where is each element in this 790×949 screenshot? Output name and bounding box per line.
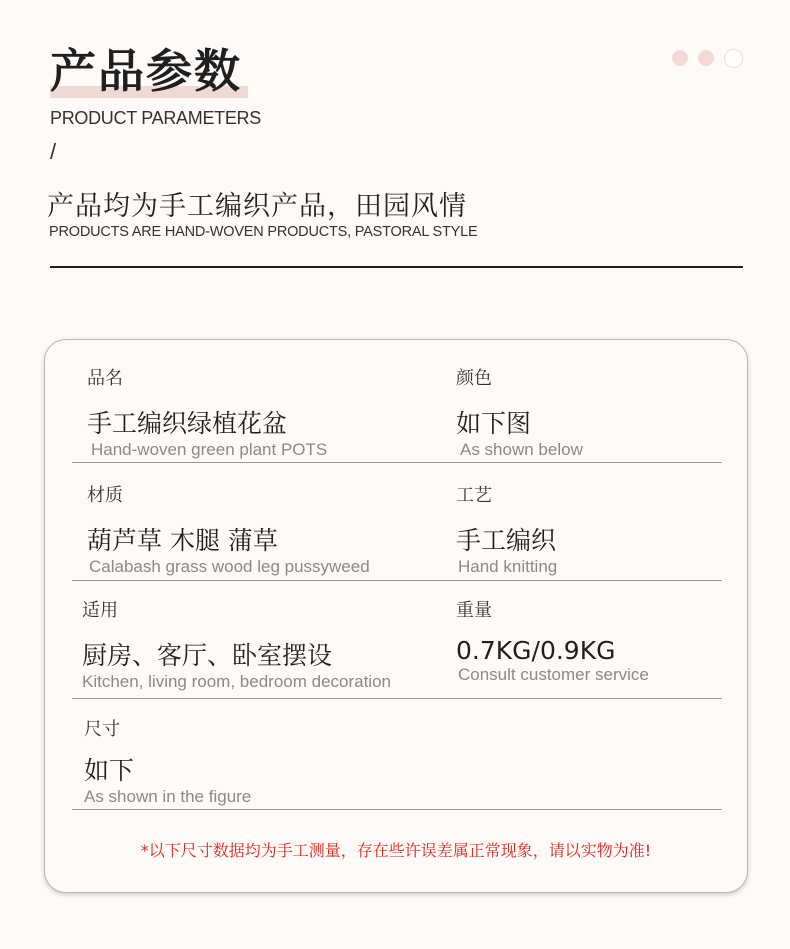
param-usage [82, 596, 391, 692]
param-weight [456, 596, 649, 685]
param-label: 尺寸 [84, 719, 120, 740]
dot-filled-icon [698, 50, 714, 66]
param-row [72, 462, 722, 581]
tagline-zh: 产品均为手工编织产品，田园风情 [47, 191, 467, 222]
param-row [72, 340, 722, 463]
param-color [456, 364, 583, 460]
page-subtitle-en: PRODUCT PARAMETERS [50, 108, 261, 128]
param-value: 手工编织 [456, 526, 557, 555]
param-size [84, 715, 251, 807]
param-value: 厨房、客厅、卧室摆设 [82, 641, 333, 670]
param-value-en: Calabash grass wood leg pussyweed [89, 557, 370, 576]
dot-outline-icon [724, 49, 743, 68]
parameters-card [44, 339, 748, 893]
param-value-en: As shown in the figure [84, 787, 252, 806]
param-row [72, 698, 722, 810]
dot-filled-icon [672, 50, 688, 66]
param-value: 手工编织绿植花盆 [87, 409, 288, 438]
param-value-en: Consult customer service [458, 665, 649, 684]
param-label: 材质 [87, 485, 123, 506]
param-label: 重量 [456, 600, 492, 621]
param-label: 适用 [82, 600, 118, 621]
header [50, 40, 261, 165]
header-rule [50, 266, 743, 268]
param-value: 葫芦草 木腿 蒲草 [87, 526, 278, 555]
param-value: 如下 [84, 756, 135, 785]
param-name [87, 364, 327, 460]
param-label: 工艺 [456, 485, 492, 506]
param-material [87, 481, 370, 577]
param-value-en: Kitchen, living room, bedroom decoration [82, 672, 391, 691]
param-value-en: Hand-woven green plant POTS [91, 440, 328, 459]
title-wrap [50, 40, 242, 102]
tagline-en: PRODUCTS ARE HAND-WOVEN PRODUCTS, PASTORAL STYLE [49, 224, 478, 240]
param-value-en: As shown below [460, 440, 583, 459]
param-craft [456, 481, 557, 577]
page-title: 产品参数 [50, 44, 242, 98]
slash-divider: / [50, 139, 57, 164]
decorative-dots [672, 50, 743, 68]
param-value: 如下图 [456, 409, 532, 438]
param-label: 品名 [87, 368, 123, 389]
measurement-note: *以下尺寸数据均为手工测量，存在些许误差属正常现象，请以实物为准! [140, 841, 652, 860]
param-row [72, 580, 722, 699]
param-value-en: Hand knitting [458, 557, 558, 576]
param-label: 颜色 [456, 368, 492, 389]
param-value: 0.7KG/0.9KG [456, 636, 616, 665]
